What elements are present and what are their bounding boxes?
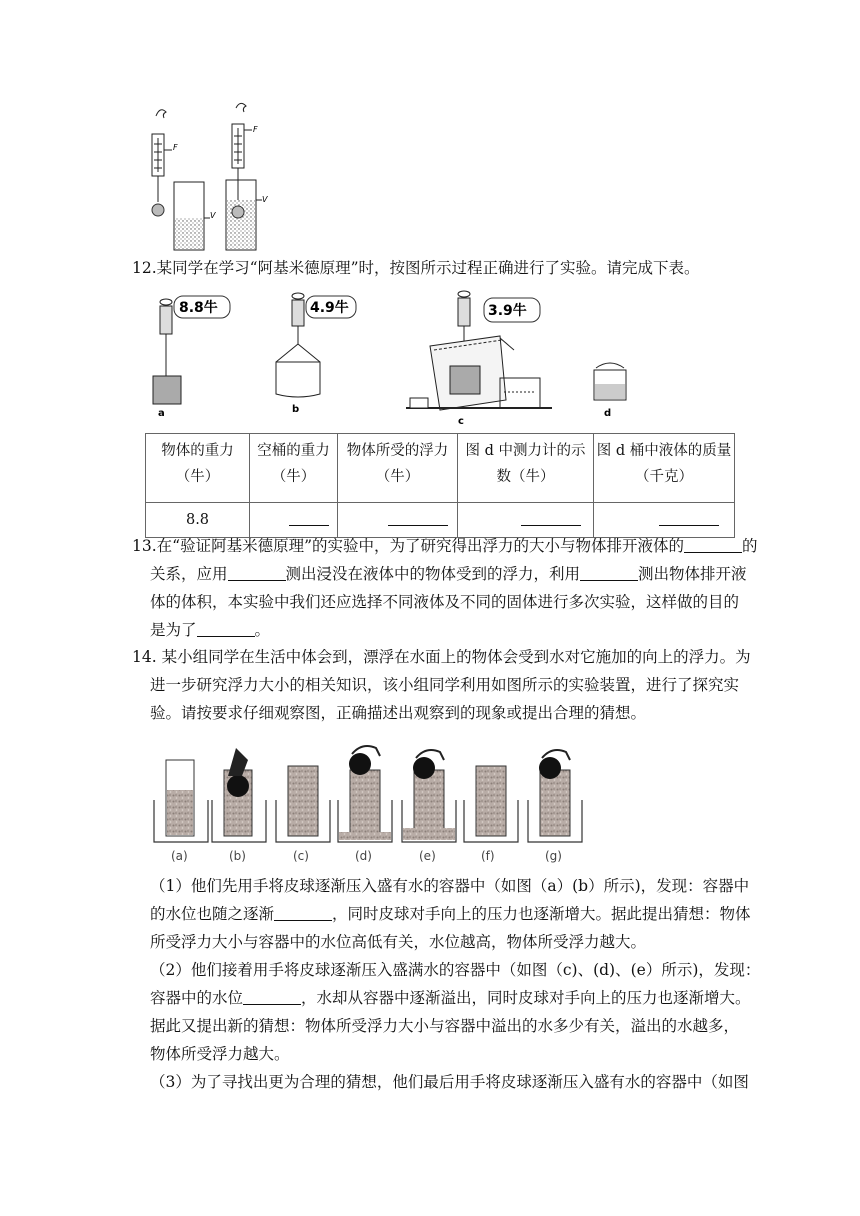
q13-blank-4[interactable] <box>197 620 255 637</box>
q13-text: 13.在“验证阿基米德原理”的实验中，为了研究得出浮力的大小与物体排开液体的 的 关系，应用 测出浸没在液体中的物体受到的浮力，利用 测出物体排开液 体的体积，本实验中我们还应选择不同液体及不同的固体进行多次实验，这样做的目的 是为了 。 <box>132 537 758 639</box>
ball-icon <box>413 757 435 779</box>
fig-label-e: (e) <box>419 849 436 863</box>
catch-beaker <box>500 378 540 408</box>
v1-label: V <box>210 211 216 220</box>
fig-label-c: (c) <box>293 849 309 863</box>
fig-label-g: (g) <box>545 849 562 863</box>
q14-intro: 14. 某小组同学在生活中体会到，漂浮在水面上的物体会受到水对它施加的向上的浮力。为 进一步研究浮力大小的相关知识，该小组同学利用如图所示的实验装置，进行了探究实 验。请按要求仔细观察图，正确描述出观察到的现象或提出合理的猜想。 <box>132 648 751 722</box>
fig-label-d: (d) <box>355 849 372 863</box>
reading-c: 3.9牛 <box>488 303 527 319</box>
cylinder-left <box>174 182 210 250</box>
q14-figure <box>148 740 598 870</box>
table-cell-weight: 8.8 <box>146 503 250 538</box>
q14-parts: （1）他们先用手将皮球逐渐压入盛有水的容器中（如图（a）(b）所示)，发现：容器中 的水位也随之逐渐 ，同时皮球对手向上的压力也逐渐增大。据此提出猜想：物体 所受浮力大小与容器中的水位高低有关，水位越高，物体所受浮力越大。 （2）他们接着用手将皮球逐渐压入盛满水的容器中（如图（c)、(d)、(e）所示)，发现： 容器中的水位 ，水却从容器中逐渐溢出，同时皮球对手向上的压力也逐渐增大。 据此又提出新的猜想：物体所受浮力大小与容器中溢出的水多少有关，溢出的水越多， 物体所受浮力越大。 （3）为了寻找出更为合理的猜想，他们最后用手将皮球逐渐压入盛有水的容器中（如图 <box>150 877 761 1091</box>
top-figure-scales-cylinders <box>138 100 278 252</box>
spring-scale-right <box>232 103 252 206</box>
v2-label: V <box>262 195 268 204</box>
q14-blank-1[interactable] <box>274 904 332 921</box>
fig-label-a: (a) <box>171 849 188 863</box>
q13-blank-3[interactable] <box>580 564 638 581</box>
table-header: 空桶的重力 （牛） <box>250 434 338 503</box>
label-d: d <box>604 408 612 419</box>
ball-icon <box>227 775 249 797</box>
label-a: a <box>158 408 165 419</box>
table-header: 物体的重力 （牛） <box>146 434 250 503</box>
cylinder-right <box>226 180 262 250</box>
fig-label-f: (f) <box>481 849 495 863</box>
table-header: 图 d 中测力计的示 数（牛） <box>458 434 594 503</box>
label-c: c <box>458 416 464 427</box>
overflow-can <box>406 336 552 410</box>
fig-label-b: (b) <box>229 849 246 863</box>
q12-figure <box>148 288 628 428</box>
table-header: 图 d 桶中液体的质量 （千克） <box>594 434 735 503</box>
sphere-right-icon <box>232 206 244 218</box>
f2-label: F <box>253 125 258 134</box>
reading-a: 8.8牛 <box>179 300 218 316</box>
scale-a <box>160 299 172 376</box>
f1-label: F <box>173 143 178 152</box>
q13-blank-2[interactable] <box>228 564 286 581</box>
spring-scale-left <box>152 110 172 202</box>
label-b: b <box>292 404 300 415</box>
ball-icon <box>539 757 561 779</box>
q14-blank-2[interactable] <box>243 988 301 1005</box>
block-a <box>153 376 181 404</box>
q12-table <box>145 433 735 538</box>
q12-number: 12. <box>132 259 157 277</box>
reading-b: 4.9牛 <box>310 300 349 316</box>
table-header: 物体所受的浮力 （牛） <box>338 434 458 503</box>
sphere-left-icon <box>152 204 164 216</box>
ball-icon <box>349 753 371 775</box>
bucket-d <box>594 363 626 400</box>
q12-text: 12.某同学在学习“阿基米德原理”时，按图所示过程正确进行了实验。请完成下表。 <box>132 259 700 277</box>
q13-blank-1[interactable] <box>684 536 742 553</box>
